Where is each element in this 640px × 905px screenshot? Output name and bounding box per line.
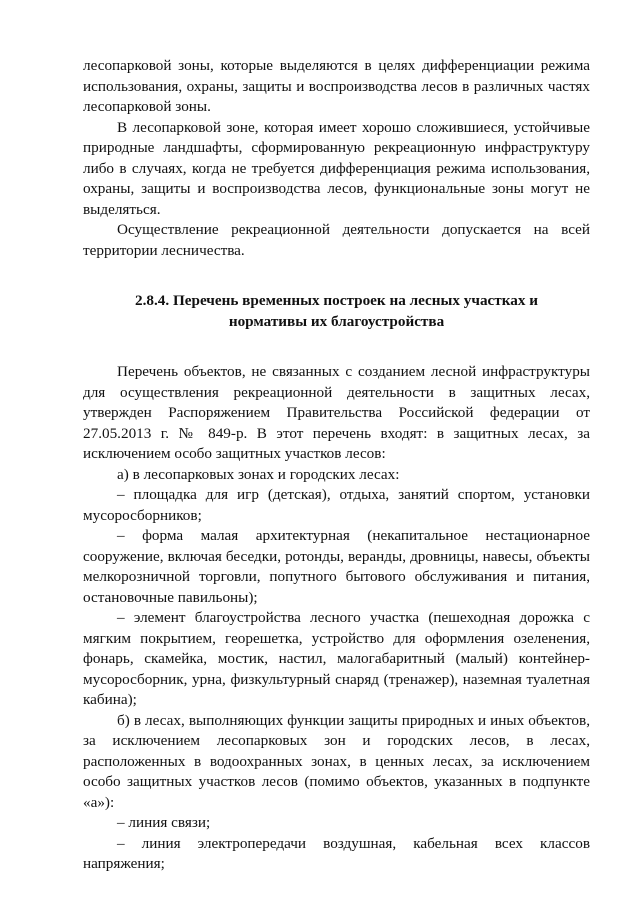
section-heading-line-2: нормативы их благоустройства <box>228 312 445 330</box>
list-item-small-architecture: – форма малая архитектурная (некапитальное нестационарное сооружение, включая беседки, ротонды, веранды, дровницы, навесы, объекты мелкорозничной торговли, попутного бытового обслуживания и питания, остановочные павильоны); <box>83 527 590 606</box>
section-heading <box>83 291 590 332</box>
list-item-power-line: – линия электропередачи воздушная, кабельная всех классов напряжения; <box>83 834 590 872</box>
list-item-b: б) в лесах, выполняющих функции защиты природных и иных объектов, за исключением лесопарковых зон и городских лесов, в лесах, расположенных в водоохранных зонах, в ценных лесах, за исключением особо защитных участков лесов (помимо объектов, указанных в подпункте «а»): <box>83 711 590 811</box>
list-item-a: а) в лесопарковых зонах и городских лесах: <box>117 465 400 483</box>
paragraph-recreation: Осуществление рекреационной деятельности допускается на всей территории лесничества. <box>83 221 590 259</box>
list-item-landscaping-element: – элемент благоустройства лесного участка (пешеходная дорожка с мягким покрытием, георешетка, устройство для оформления озеленения, фонарь, скамейка, мостик, настил, малогабаритный (малый) контейнер-мусоросборник, урна, физкультурный снаряд (тренажер), наземная туалетная кабина); <box>83 609 590 708</box>
list-item-communication-line: – линия связи; <box>117 814 211 831</box>
list-item-playground: – площадка для игр (детская), отдыха, занятий спортом, установки мусоросборников; <box>83 486 590 524</box>
paragraph-landscapes: В лесопарковой зоне, которая имеет хорошо сложившиеся, устойчивые природные ландшафты, сформированную рекреационную инфраструктуру либо в случаях, когда не требуется дифференциация режима использования, охраны, защиты и воспроизводства лесов, функциональные зоны могут не выделяться. <box>83 118 590 218</box>
section-heading-line-1: 2.8.4. Перечень временных построек на лесных участках и <box>134 292 539 309</box>
paragraph-list-intro: Перечень объектов, не связанных с созданием лесной инфраструктуры для осуществления рекреационной деятельности в защитных лесах, утвержден Распоряжением Правительства Российской федерации от 27.05.2013 г. № 849-р. В этот перечень входят: в защитных лесах, за исключением особо защитных участков лесов: <box>83 363 590 462</box>
paragraph-continuation: лесопарковой зоны, которые выделяются в целях дифференциации режима использования, охраны, защиты и воспроизводства лесов в различных частях лесопарковой зоны. <box>83 57 590 115</box>
